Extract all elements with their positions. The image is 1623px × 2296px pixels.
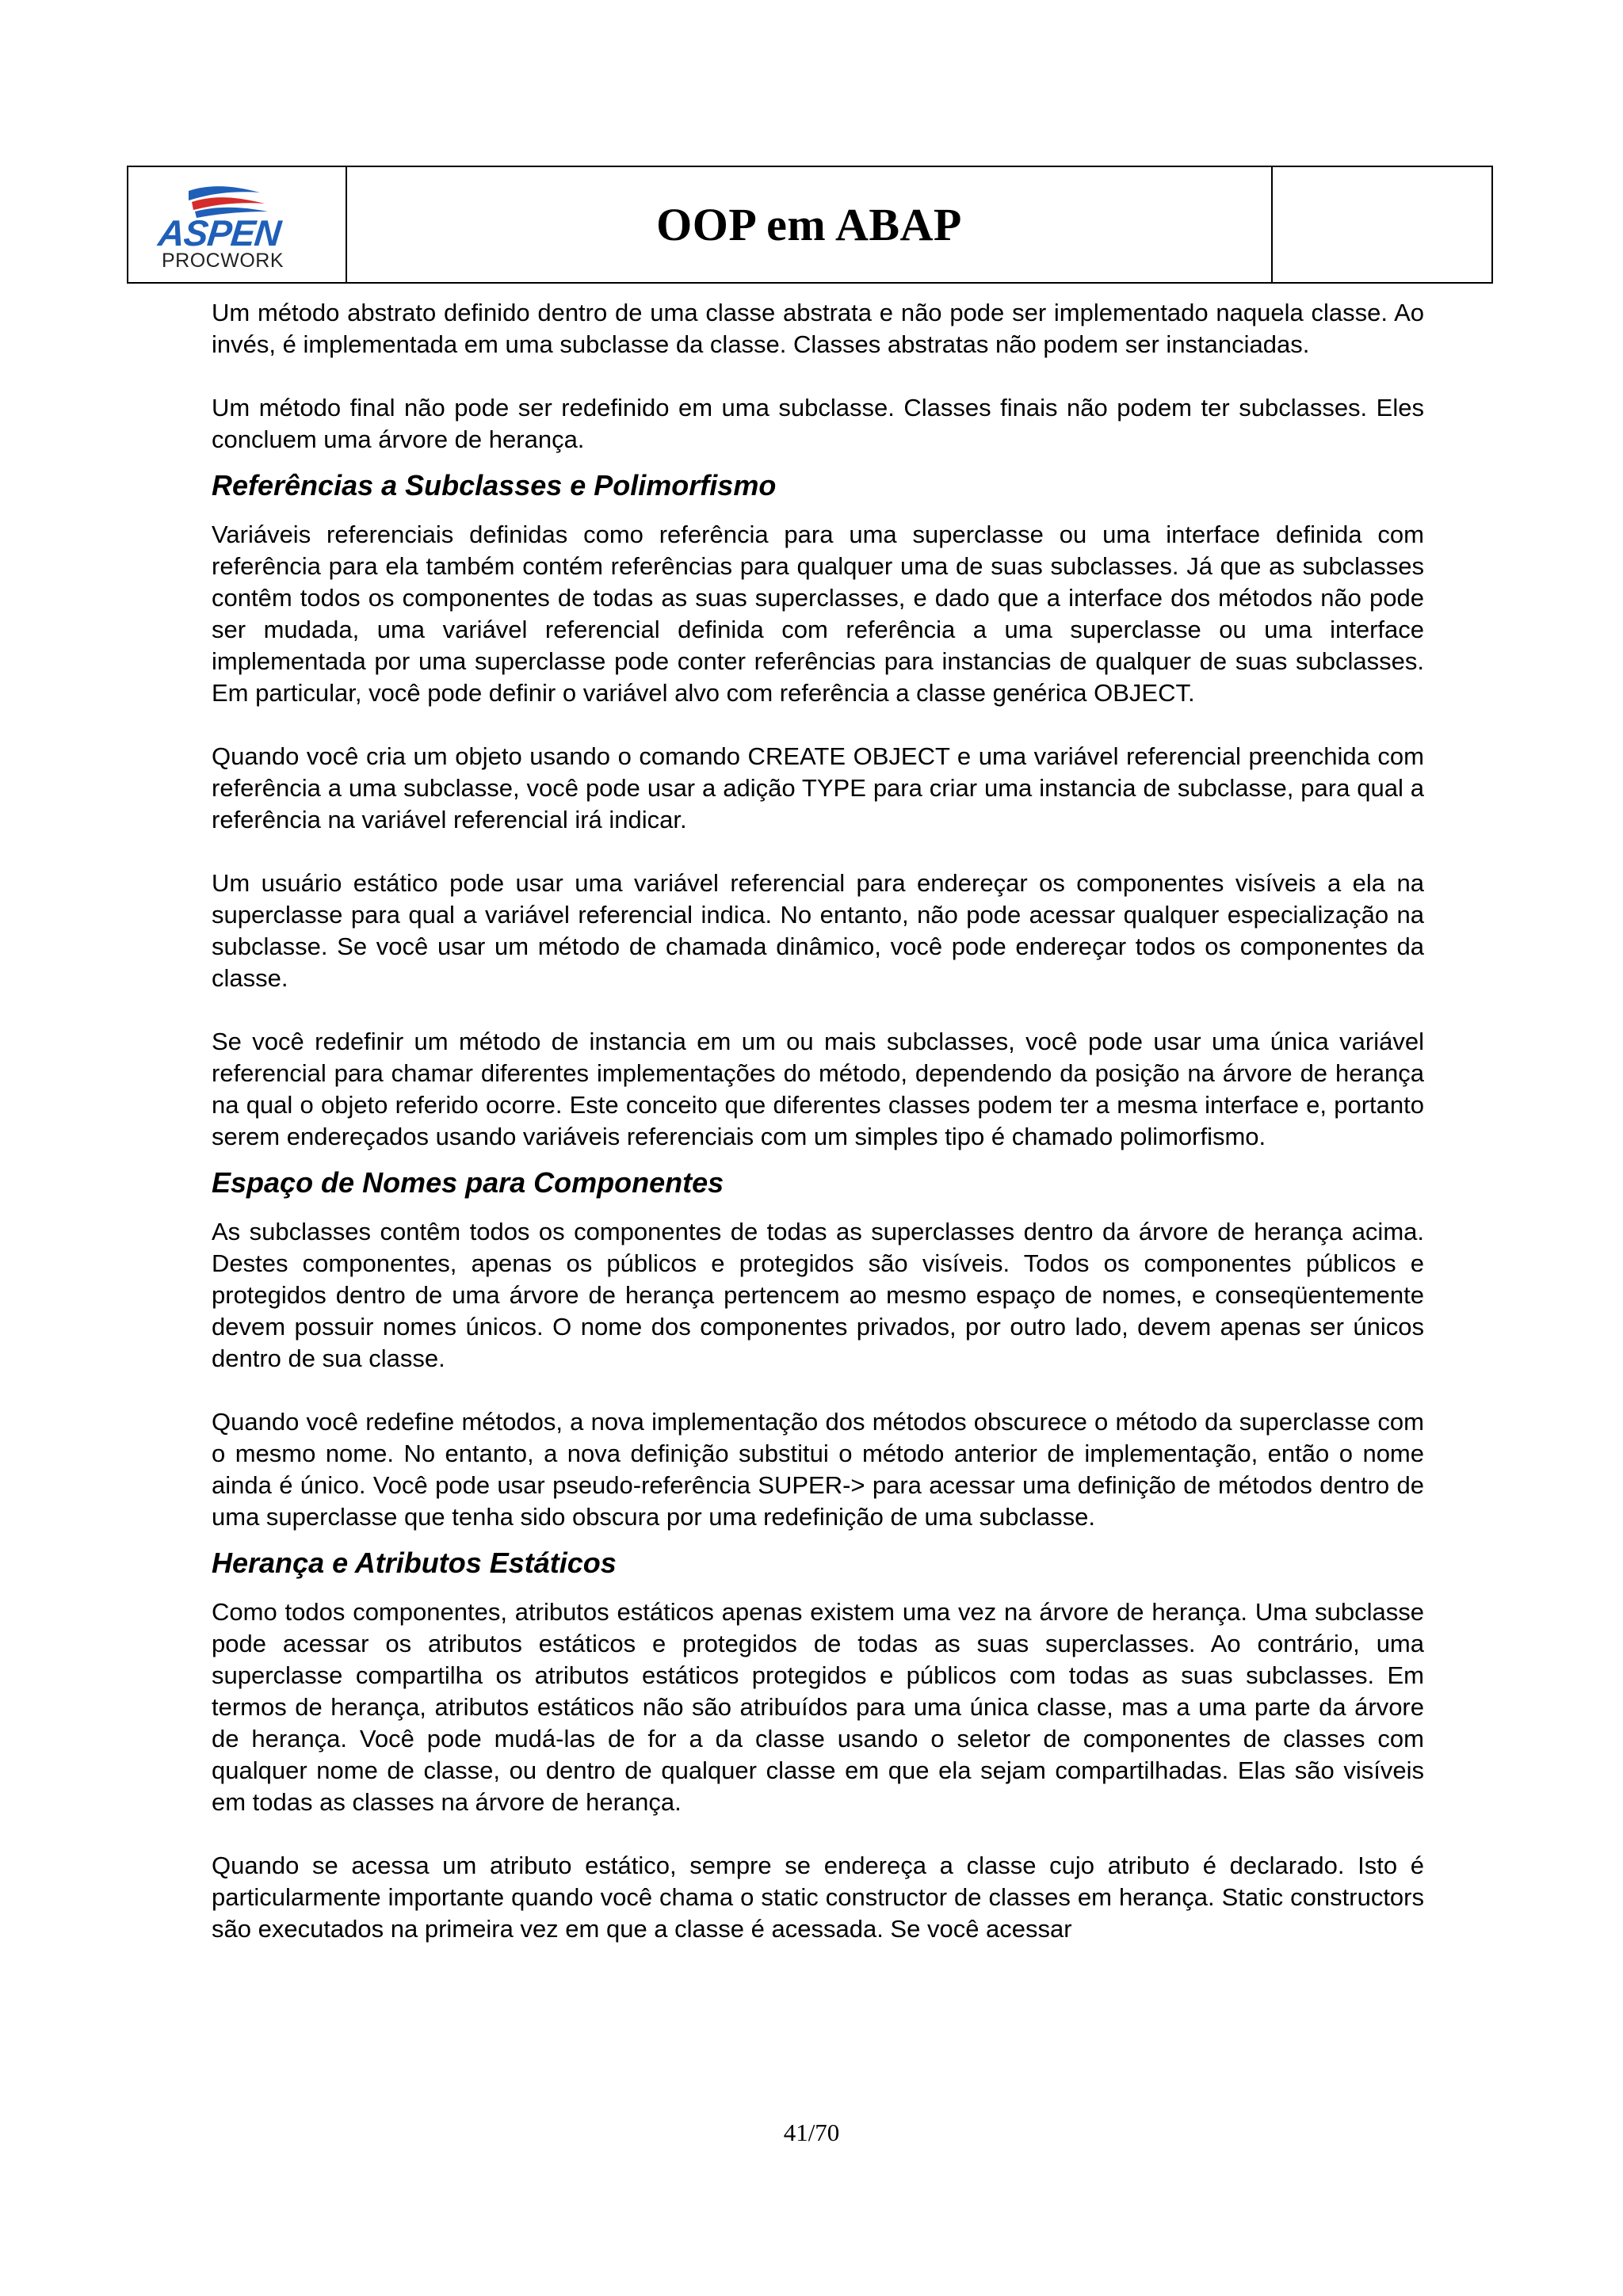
paragraph: Como todos componentes, atributos estáticos apenas existem uma vez na árvore de herança. Uma subclasse pode acessar os atributos estáticos e protegidos de todas as suas superclasses. Ao contrário, uma superclasse compartilha os atributos estáticos protegidos e públicos com todas as suas subclasses. Em termos de herança, atributos estáticos não são atribuídos para uma única classe, mas a uma parte da árvore de herança. Você pode mudá-las de for a da classe usando o seletor de componentes de classes com qualquer nome de classe, ou dentro de qualquer classe em que ela sejam compartilhadas. Elas são visíveis em todas as classes na árvore de herança. [212,1598,1424,1816]
page-header [127,166,1493,284]
logo-cell [128,167,347,282]
paragraph: Quando se acessa um atributo estático, sempre se endereça a classe cujo atributo é declarado. Isto é particularmente importante quando você chama o static constructor de classes em herança. Static constructors são executados na primeira vez em que a classe é acessada. Se você acessar [212,1852,1424,1943]
paragraph: Se você redefinir um método de instancia em um ou mais subclasses, você pode usar uma única variável referencial para chamar diferentes implementações do método, dependendo da posição na árvore de herança na qual o objeto referido ocorre. Este conceito que diferentes classes podem ter a mesma interface e, portanto serem endereçados usando variáveis referenciais com um simples tipo é chamado polimorfismo. [212,1028,1424,1150]
document-title: OOP em ABAP [656,199,962,250]
section-heading: Referências a Subclasses e Polimorfismo [212,469,777,502]
paragraph: Um método abstrato definido dentro de uma classe abstrata e não pode ser implementado naquela classe. Ao invés, é implementada em uma subclasse da classe. Classes abstratas não podem ser instanciadas. [212,299,1424,358]
section-heading: Herança e Atributos Estáticos [212,1547,617,1579]
paragraph: As subclasses contêm todos os componentes de todas as superclasses dentro da árvore de herança acima. Destes componentes, apenas os públicos e protegidos são visíveis. Todos os componentes públicos e protegidos dentro de uma árvore de herança pertencem ao mesmo espaço de nomes, e conseqüentemente devem possuir nomes únicos. O nome dos componentes privados, por outro lado, devem apenas ser únicos dentro de sua classe. [212,1218,1424,1372]
paragraph: Variáveis referenciais definidas como referência para uma superclasse ou uma interface definida com referência para ela também contém referências para qualquer uma de suas subclasses. Já que as subclasses contêm todos os componentes de todas as suas superclasses, e dado que a interface dos métodos não pode ser mudada, uma variável referencial definida com referência a uma superclasse ou uma interface implementada por uma superclasse pode conter referências para instancias de qualquer de suas subclasses. Em particular, você pode definir o variável alvo com referência a classe genérica OBJECT. [212,521,1424,707]
header-right-cell [1273,167,1491,282]
paragraph: Quando você cria um objeto usando o comando CREATE OBJECT e uma variável referencial preenchida com referência a uma subclasse, você pode usar a adição TYPE para criar uma instancia de subclasse, para qual a referência na variável referencial irá indicar. [212,742,1424,833]
page-number: 41/70 [783,2119,840,2146]
logo-procwork-text: PROCWORK [162,250,284,272]
document-body [212,297,1424,1977]
paragraph: Um método final não pode ser redefinido em uma subclasse. Classes finais não podem ter subclasses. Eles concluem uma árvore de herança. [212,394,1424,453]
paragraph: Quando você redefine métodos, a nova implementação dos métodos obscurece o método da superclasse com o mesmo nome. No entanto, a nova definição substitui o método anterior de implementação, então o nome ainda é único. Você pode usar pseudo-referência SUPER-> para acessar uma definição de métodos dentro de uma superclasse que tenha sido obscura por uma redefinição de uma subclasse. [212,1408,1424,1531]
logo-aspen-text: ASPEN [156,212,283,254]
section-heading: Espaço de Nomes para Componentes [212,1166,724,1199]
title-cell [347,167,1273,282]
paragraph: Um usuário estático pode usar uma variável referencial para endereçar os componentes visíveis a ela na superclasse para qual a variável referencial indica. No entanto, não pode acessar qualquer especialização na subclasse. Se você usar um método de chamada dinâmico, você pode endereçar todos os componentes da classe. [212,869,1424,992]
